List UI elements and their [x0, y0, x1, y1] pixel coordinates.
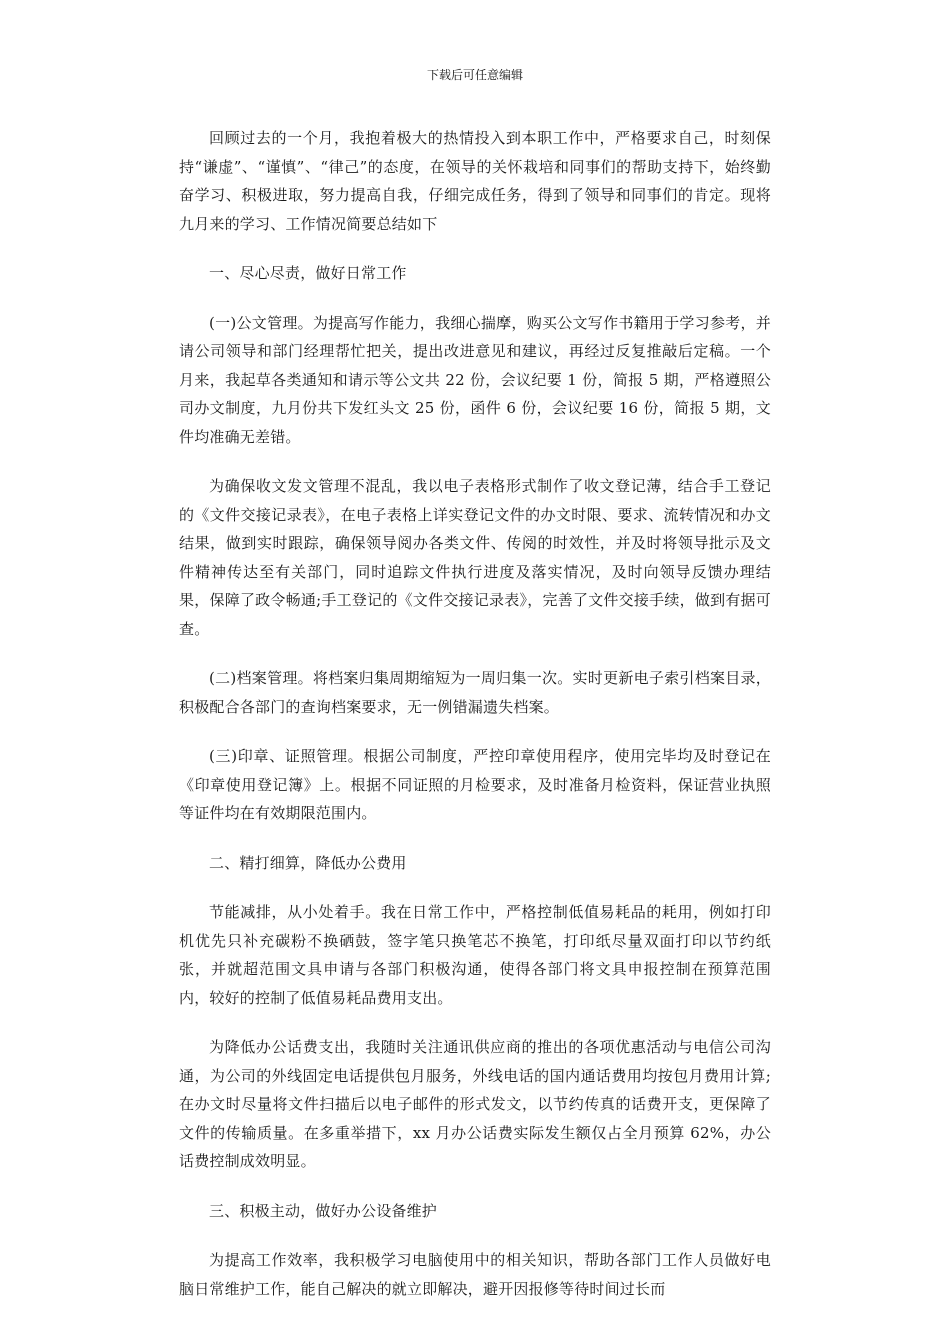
document-body	[179, 124, 771, 1303]
paragraph-equipment-maintenance: 为提高工作效率，我积极学习电脑使用中的相关知识，帮助各部门工作人员做好电脑日常维护工作，能自己解决的就立即解决，避开因报修等待时间过长而	[179, 1251, 771, 1298]
section-heading-1: 一、尽心尽责，做好日常工作	[209, 264, 407, 282]
paragraph-document-management: (一)公文管理。为提高写作能力，我细心揣摩，购买公文写作书籍用于学习参考，并请公司领导和部门经理帮忙把关，提出改进意见和建议，再经过反复推敲后定稿。一个月来，我起草各类通知和请示等公文共 22 份，会议纪要 1 份，简报 5 期，严格遵照公司办文制度，九月份共下发红头文 25 份，函件 6 份，会议纪要 16 份，简报 5 期，文件均准确无差错。	[179, 313, 771, 446]
section-heading-2: 二、精打细算，降低办公费用	[209, 853, 407, 872]
paragraph-seal-management: (三)印章、证照管理。根据公司制度，严控印章使用程序，使用完毕均及时登记在《印章使用登记簿》上。根据不同证照的月检要求，及时准备月检资料，保证营业执照等证件均在有效期限范围内。	[179, 747, 771, 822]
paragraph-archive-management: (二)档案管理。将档案归集周期缩短为一周归集一次。实时更新电子索引档案目录，积极配合各部门的查询档案要求，无一例错漏遗失档案。	[179, 669, 771, 716]
section-heading-3: 三、积极主动，做好办公设备维护	[209, 1201, 438, 1220]
paragraph-phone-costs: 为降低办公话费支出，我随时关注通讯供应商的推出的各项优惠活动与电信公司沟通，为公司的外线固定电话提供包月服务，外线电话的国内通话费用均按包月费用计算;在办文时尽量将文件扫描后以电子邮件的形式发文，以节约传真的话费开支，更保障了文件的传输质量。在多重举措下，xx 月办公话费实际发生额仅占全月预算 62%，办公话费控制成效明显。	[179, 1038, 771, 1170]
page-header-note: 下载后可任意编辑	[426, 68, 523, 82]
paragraph-energy-saving: 节能减排，从小处着手。我在日常工作中，严格控制低值易耗品的耗用，例如打印机优先只补充碳粉不换硒鼓，签字笔只换笔芯不换笔，打印纸尽量双面打印以节约纸张，并就超范围文具申请与各部门积极沟通，使得各部门将文具申报控制在预算范围内，较好的控制了低值易耗品费用支出。	[179, 903, 771, 1007]
paragraph-intro: 回顾过去的一个月，我抱着极大的热情投入到本职工作中，严格要求自己，时刻保持“谦虚”、“谨慎”、“律己”的态度，在领导的关怀栽培和同事们的帮助支持下，始终勤奋学习、积极进取，努力提高自我，仔细完成任务，得到了领导和同事们的肯定。现将九月来的学习、工作情况简要总结如下	[179, 129, 771, 233]
paragraph-registry: 为确保收文发文管理不混乱，我以电子表格形式制作了收文登记薄，结合手工登记的《文件交接记录表》，在电子表格上详实登记文件的办文时限、要求、流转情况和办文结果，做到实时跟踪，确保领导阅办各类文件、传阅的时效性，并及时将领导批示及文件精神传达至有关部门，同时追踪文件执行进度及落实情况，及时向领导反馈办理结果，保障了政令畅通;手工登记的《文件交接记录表》，完善了文件交接手续，做到有据可查。	[179, 477, 771, 638]
